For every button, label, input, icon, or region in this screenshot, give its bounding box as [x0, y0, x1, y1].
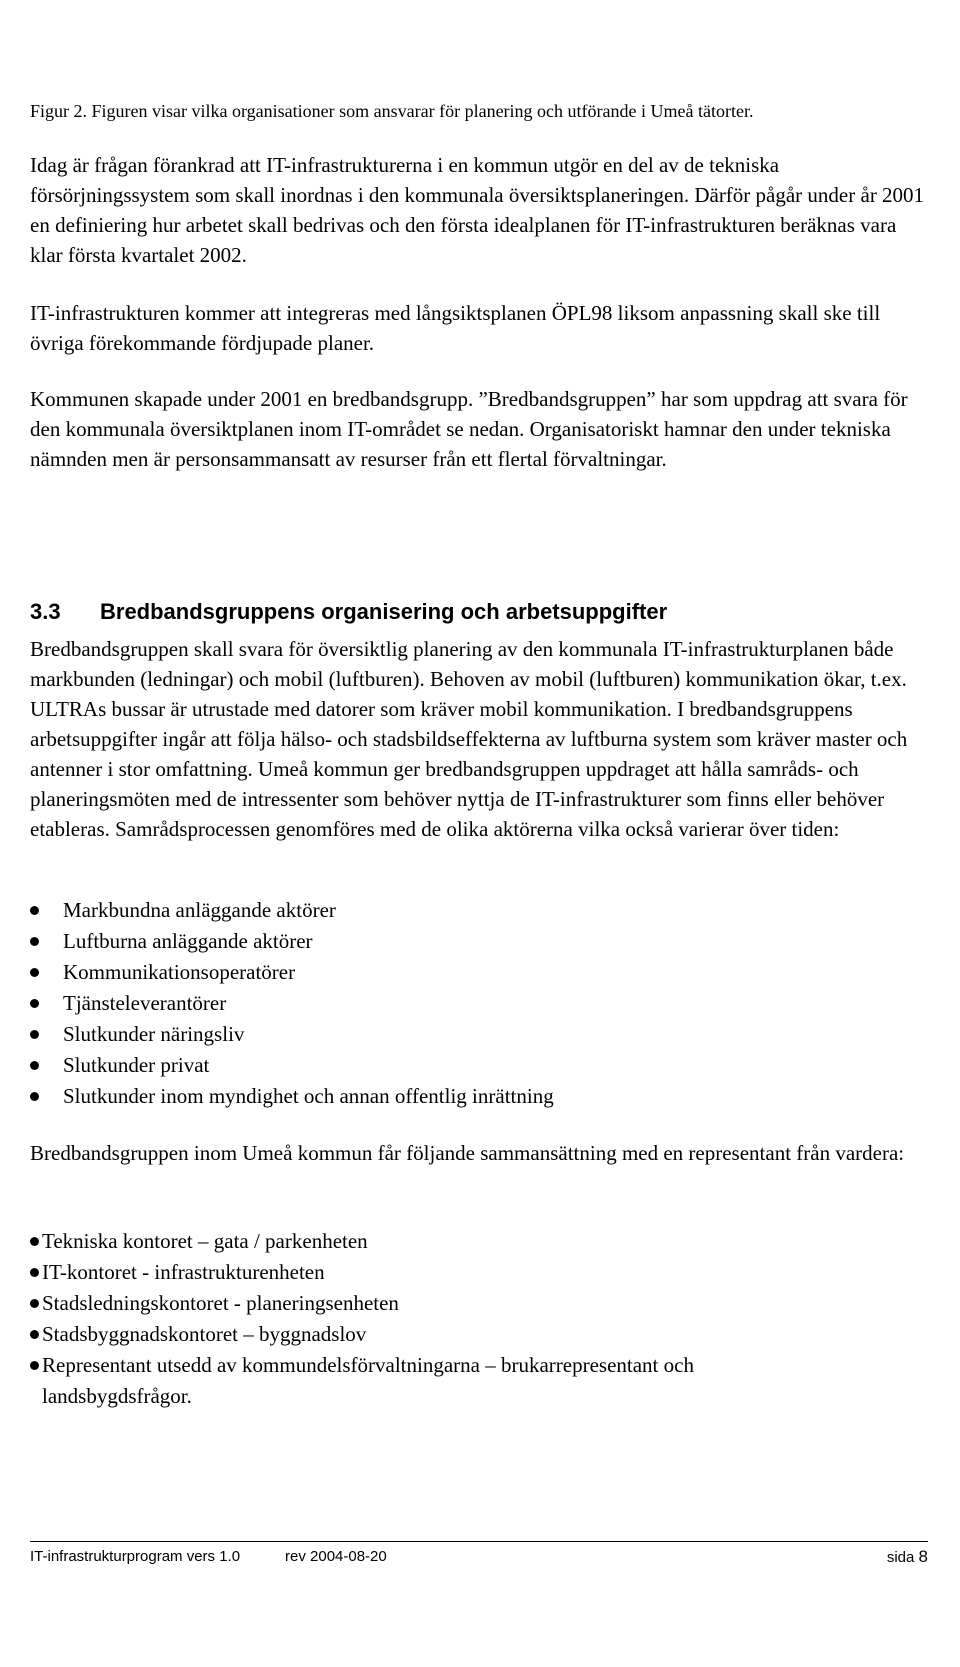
list-item: Representant utsedd av kommundelsförvaltningarna – brukarrepresentant och landsbygdsfrågor. [0, 1350, 960, 1412]
bredbandsgrupp-paragraph: Kommunen skapade under 2001 en bredbandsgrupp. ”Bredbandsgruppen” har som uppdrag att svara för den kommunala översiktplanen inom IT-området se nedan. Organisatoriskt hamnar den under tekniska nämnden men är personsammansatt av resurser från ett flertal förvaltningar. [30, 387, 908, 471]
footer-program: IT-infrastrukturprogram vers 1.0 [30, 1548, 241, 1565]
list-item: Slutkunder näringsliv [0, 1019, 960, 1050]
intro-sentence-2: Därför pågår under år 2001 en definiering hur arbetet skall bedrivas och den första idealplanen för IT-infrastrukturen beräknas vara klar första kvartalet 2002. [30, 183, 925, 267]
list-item: Stadsbyggnadskontoret – byggnadslov [0, 1319, 960, 1350]
section-title: Bredbandsgruppens organisering och arbetsuppgifter [100, 599, 668, 624]
list-item: Tekniska kontoret – gata / parkenheten [0, 1226, 960, 1257]
bullet-icon [30, 1030, 39, 1039]
bullet-icon [30, 1361, 39, 1370]
composition-paragraph: Bredbandsgruppen inom Umeå kommun får följande sammansättning med en representant från vardera: [30, 1141, 905, 1165]
footer-page [887, 1546, 928, 1569]
figure-caption: Figur 2. Figuren visar vilka organisationer som ansvarar för planering och utförande i Umeå tätorter. [30, 101, 754, 121]
footer-page-label: sida [886, 1549, 915, 1566]
bullet-icon [30, 968, 39, 977]
bullet-icon [30, 1330, 39, 1339]
bullet-icon [30, 1092, 39, 1101]
footer-revision: rev 2004-08-20 [285, 1548, 387, 1565]
representative-list [0, 1226, 960, 1412]
intro-sentence-1: Idag är frågan förankrad att IT-infrastrukturerna i en kommun utgör en del av de tekniska försörjningssystem som skall inordnas i den kommunala översiktsplaneringen. [30, 153, 780, 207]
bullet-icon [30, 937, 39, 946]
integration-paragraph: IT-infrastrukturen kommer att integreras med långsiktsplanen ÖPL98 liksom anpassning skall ske till övriga förekommande fördjupade planer. [30, 301, 881, 355]
footer-page-number: 8 [918, 1547, 928, 1566]
list-item: IT-kontoret - infrastrukturenheten [0, 1257, 960, 1288]
list-item: Kommunikationsoperatörer [0, 957, 960, 988]
bullet-icon [30, 1237, 39, 1246]
bullet-icon [30, 999, 39, 1008]
bullet-icon [30, 1299, 39, 1308]
list-item: Luftburna anläggande aktörer [0, 926, 960, 957]
footer-divider [30, 1541, 928, 1542]
intro-paragraph [30, 150, 930, 270]
list-item: Tjänsteleverantörer [0, 988, 960, 1019]
bullet-icon [30, 906, 39, 915]
list-item: Slutkunder inom myndighet och annan offentlig inrättning [0, 1081, 960, 1112]
section-body-paragraph: Bredbandsgruppen skall svara för översiktlig planering av den kommunala IT-infrastrukturplanen både markbunden (ledningar) och mobil (luftburen). Behoven av mobil (luftburen) kommunikation ökar, t.ex. ULTRAs bussar är utrustade med datorer som kräver mobil kommunikation. I bredbandsgruppens arbetsuppgifter ingår att följa hälso- och stadsbildseffekterna av luftburna system som kräver master och antenner i stor omfattning. Umeå kommun ger bredbandsgruppen uppdraget att hålla samråds- och planeringsmöten med de intressenter som behöver nyttja de IT-infrastrukturer som finns eller behöver etableras. Samrådsprocessen genomföres med de olika aktörerna vilka också varierar över tiden: [30, 637, 908, 841]
list-item: Markbundna anläggande aktörer [0, 895, 960, 926]
actor-list [0, 895, 960, 1112]
page-footer [30, 1546, 928, 1568]
list-item: Slutkunder privat [0, 1050, 960, 1081]
section-number: 3.3 [30, 599, 61, 624]
bullet-icon [30, 1268, 39, 1277]
bullet-icon [30, 1061, 39, 1070]
list-item: Stadsledningskontoret - planeringsenheten [0, 1288, 960, 1319]
section-heading [30, 597, 930, 627]
